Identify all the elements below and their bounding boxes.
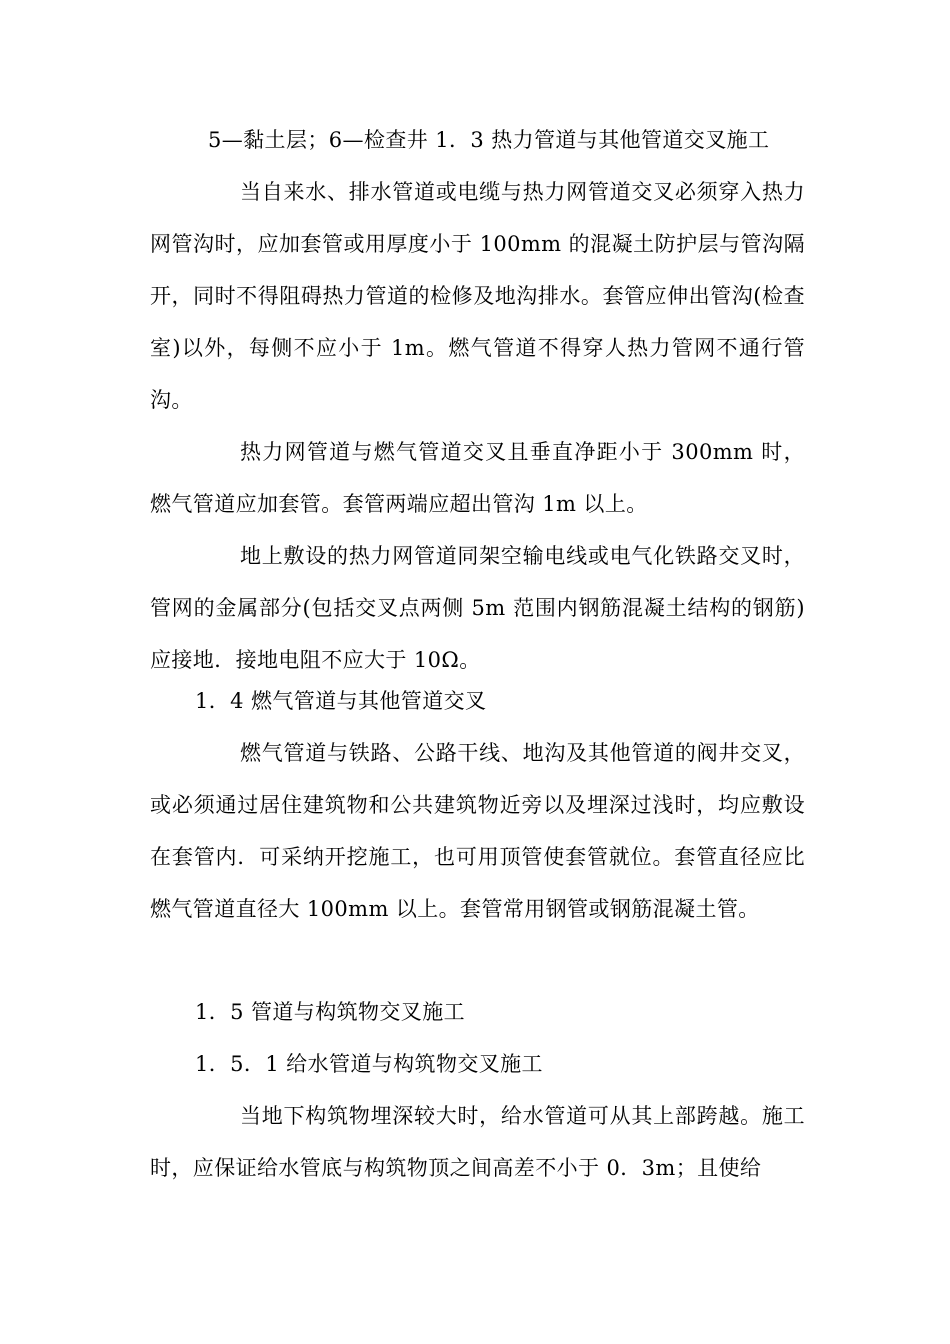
body-paragraph: 热力网管道与燃气管道交叉且垂直净距小于 300mm 时，燃气管道应加套管。套管两端应超出管沟 1m 以上。	[150, 440, 805, 516]
body-paragraph: 当自来水、排水管道或电缆与热力网管道交叉必须穿入热力网管沟时，应加套管或用厚度小于 100mm 的混凝土防护层与管沟隔开，同时不得阻碍热力管道的检修及地沟排水。套管应伸出管沟(检查室)以外，每侧不应小于 1m。燃气管道不得穿人热力管网不通行管沟。	[150, 180, 805, 412]
body-paragraph: 地上敷设的热力网管道同架空输电线或电气化铁路交叉时，管网的金属部分(包括交叉点两侧 5m 范围内钢筋混凝土结构的钢筋)应接地．接地电阻不应大于 10Ω。	[150, 544, 805, 672]
section-heading: 1．5 管道与构筑物交叉施工	[195, 1000, 465, 1024]
section-heading: 1．4 燃气管道与其他管道交叉	[195, 689, 487, 713]
figure-caption-and-section-heading: 5—黏土层；6—检查井 1．3 热力管道与其他管道交叉施工	[208, 128, 770, 152]
body-paragraph: 燃气管道与铁路、公路干线、地沟及其他管道的阀井交叉，或必须通过居住建筑物和公共建筑物近旁以及埋深过浅时，均应敷设在套管内．可采纳开挖施工，也可用顶管使套管就位。套管直径应比燃气管道直径大 100mm 以上。套管常用钢管或钢筋混凝土管。	[150, 741, 805, 921]
subsection-heading: 1．5．1 给水管道与构筑物交叉施工	[195, 1052, 543, 1076]
body-paragraph: 当地下构筑物埋深较大时，给水管道可从其上部跨越。施工时，应保证给水管底与构筑物顶之间高差不小于 0．3m；且使给	[150, 1104, 805, 1180]
